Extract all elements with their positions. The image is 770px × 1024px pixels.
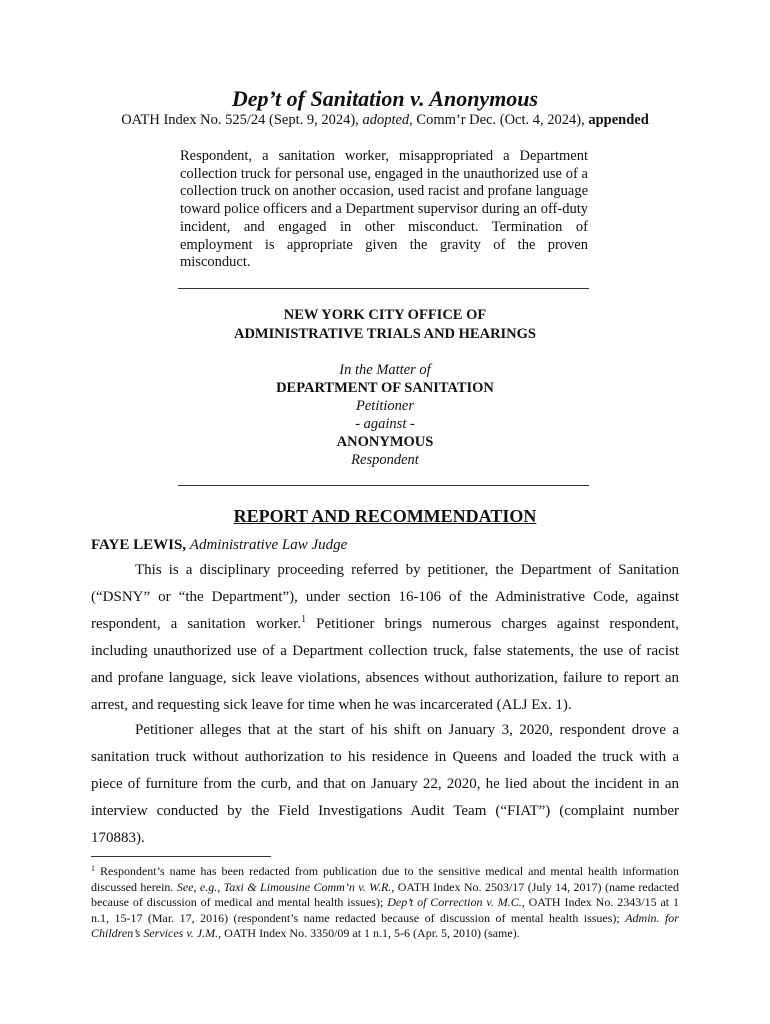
- footnote-case-2: Dep’t of Correction v. M.C.: [387, 895, 522, 910]
- caption-petitioner-name: DEPARTMENT OF SANITATION: [276, 380, 494, 396]
- case-title: Dep’t of Sanitation v. Anonymous: [231, 86, 539, 111]
- judge-line: [91, 535, 347, 555]
- paragraph-2-text: Petitioner alleges that at the start of his shift on January 3, 2020, respondent drove a sanitation truck without authorization to his residence in Queens and loaded the truck with a piece of furniture from the curb, and that on January 22, 2020, he lied about the incident in an interview conducted by the Field Investigations Audit Team (“FIAT”) (complaint number 170883).: [91, 722, 679, 846]
- caption-respondent-role: Respondent: [351, 452, 419, 468]
- paragraph-1-text-b: Petitioner brings numerous charges against respondent, including unauthorized use of a Department collection truck, false statements, the use of racist and profane language, sick leave violations, absences without authorization, failure to report an arrest, and requesting sick leave for time when he was incarcerated (ALJ Ex. 1).: [91, 615, 679, 713]
- summary-divider: [178, 288, 589, 289]
- caption-respondent-name: ANONYMOUS: [336, 434, 434, 450]
- footnote-reference-1: 1: [301, 613, 307, 625]
- footnote-text-3: , OATH Index No. 2503/17 (July 14, 2017) (name redacted because of discussion of medical and mental health issues);: [91, 879, 680, 910]
- agency-name-line-1: NEW YORK CITY OFFICE OF: [283, 307, 487, 323]
- body-paragraph-2: [91, 717, 679, 852]
- footnote-divider: [91, 856, 271, 857]
- citation-commissioner-decision: , Comm’r Dec. (Oct. 4, 2024),: [409, 112, 589, 128]
- footnote-1: [91, 864, 679, 942]
- footnote-number: 1: [91, 864, 95, 873]
- agency-name-line-2: ADMINISTRATIVE TRIALS AND HEARINGS: [233, 326, 536, 342]
- footnote-text-1: Respondent’s name has been redacted from publication due to the sensitive medical and mental health information discussed herein.: [91, 864, 679, 894]
- footnote-case-1: Taxi & Limousine Comm’n v. W.R.: [223, 879, 392, 894]
- caption-divider: [178, 485, 589, 486]
- caption-petitioner-role: Petitioner: [356, 398, 414, 414]
- case-citation: [0, 110, 770, 130]
- citation-index: OATH Index No. 525/24 (Sept. 9, 2024),: [121, 112, 363, 128]
- report-heading: REPORT AND RECOMMENDATION: [233, 506, 537, 526]
- citation-appended: appended: [588, 112, 649, 128]
- case-summary: Respondent, a sanitation worker, misappropriated a Department collection truck for personal use, engaged in the unauthorized use of a collection truck on another occasion, used racist and profane language toward police officers and a Department supervisor during an off-duty incident, and engaged in other misconduct. Termination of employment is appropriate given the gravity of the proven misconduct.: [180, 148, 588, 271]
- footnote-text-2: ,: [217, 879, 224, 894]
- footnote-text-4: , OATH Index No. 2343/15 at 1 n.1, 15-17 (Mar. 17, 2016) (respondent’s name redacted because of discussion of mental health issues);: [91, 895, 679, 925]
- judge-title: Administrative Law Judge: [189, 537, 348, 553]
- footnote-signal: See, e.g.: [176, 879, 218, 894]
- footnote-case-3: Admin. for Children’s Services v. J.M.: [91, 910, 679, 941]
- judge-name: FAYE LEWIS,: [91, 537, 187, 553]
- caption-matter-of: In the Matter of: [339, 362, 431, 378]
- body-paragraph-1: [91, 557, 679, 718]
- footnote-text-5: , OATH Index No. 3350/09 at 1 n.1, 5-6 (Apr. 5, 2010) (same).: [218, 926, 520, 941]
- caption-against: - against -: [355, 416, 415, 432]
- citation-adopted: adopted: [362, 112, 410, 128]
- paragraph-1-text-a: This is a disciplinary proceeding referred by petitioner, the Department of Sanitation (“DSNY” or “the Department”), under section 16-106 of the Administrative Code, against respondent, a sanitation worker.: [91, 562, 679, 632]
